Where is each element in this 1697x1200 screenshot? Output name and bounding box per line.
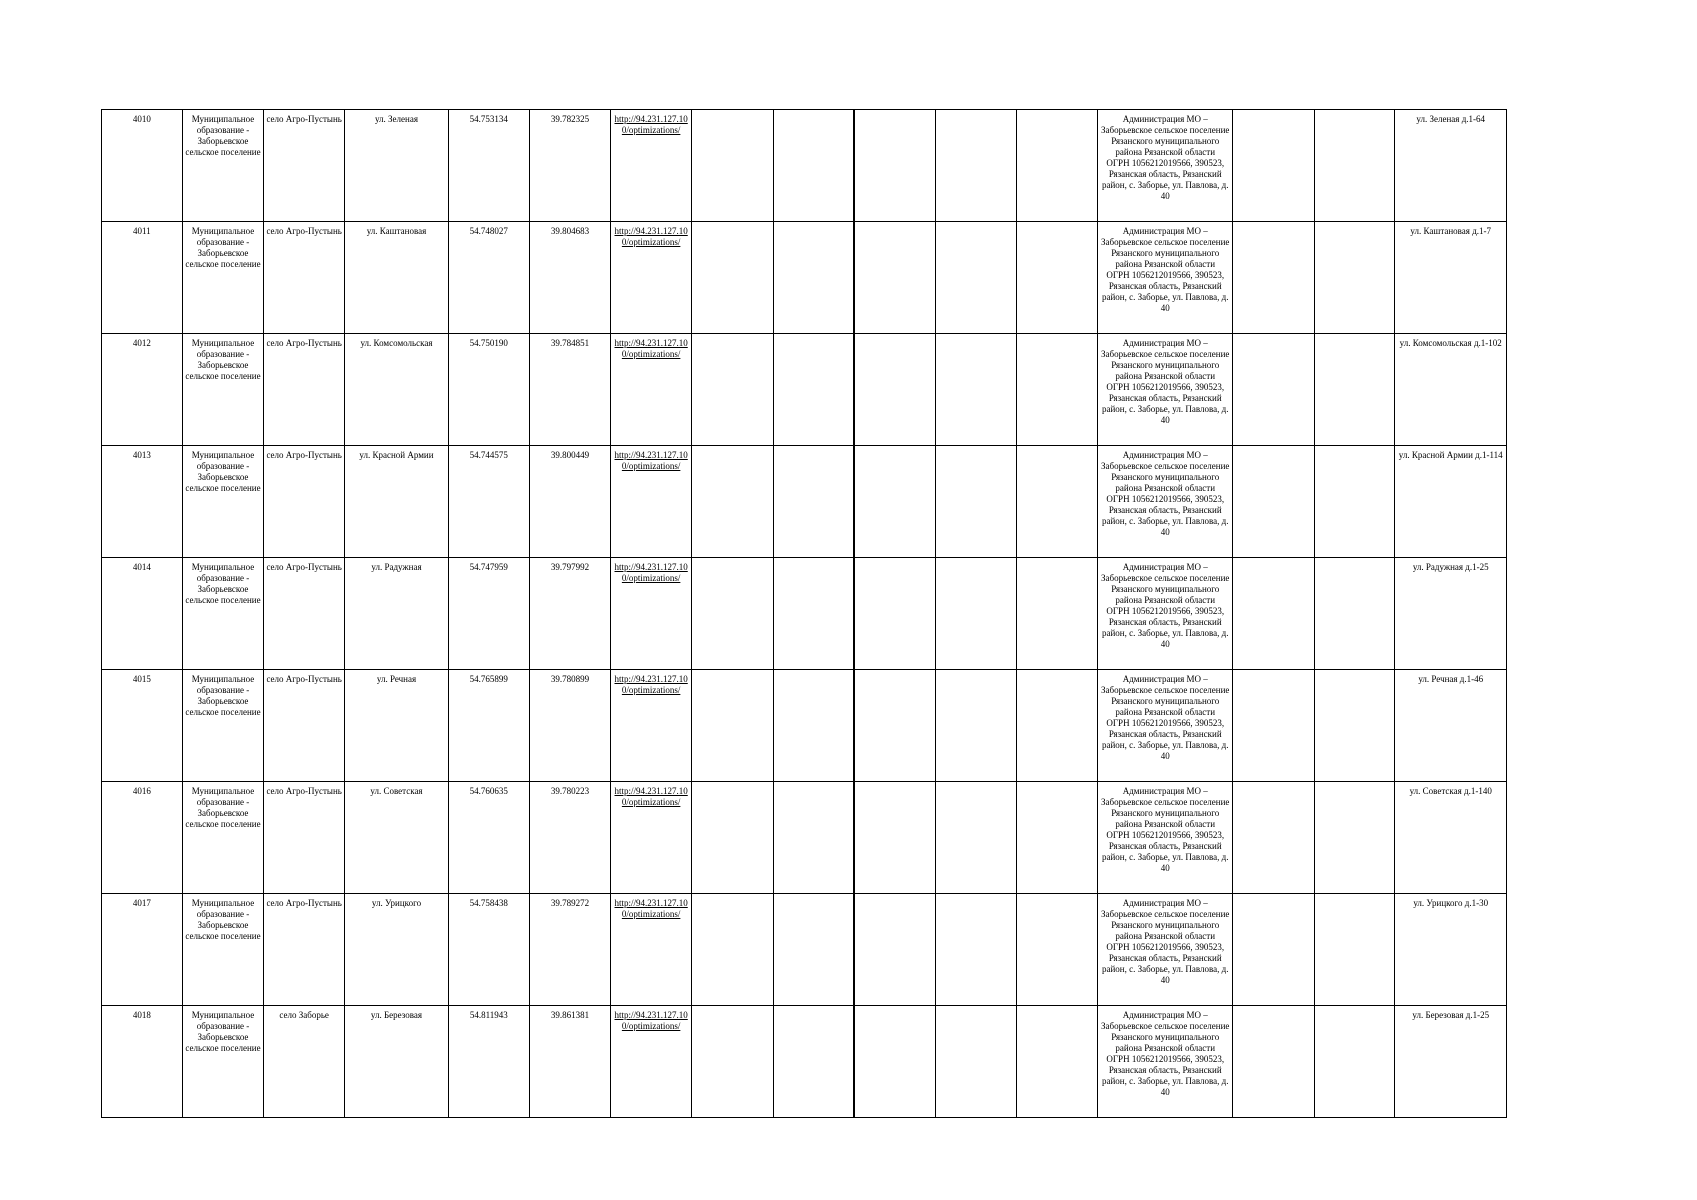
table-body <box>102 110 1507 1118</box>
municipality-text: Муниципальное образование - Заборьевское сельское поселение <box>185 786 261 829</box>
longitude-cell <box>529 894 611 1006</box>
latitude-text: 54.811943 <box>469 1010 508 1020</box>
street-cell <box>344 558 448 670</box>
street-text: ул. Красной Армии <box>359 450 434 460</box>
empty-cell <box>1233 222 1315 334</box>
street-cell <box>344 670 448 782</box>
owner-cell <box>1098 110 1233 222</box>
row-id-text: 4016 <box>132 786 151 796</box>
empty-cell <box>936 446 1017 558</box>
latitude-text: 54.747959 <box>469 562 508 572</box>
row-id-text: 4014 <box>132 562 151 572</box>
row-id-cell <box>102 1006 183 1118</box>
longitude-text: 39.789272 <box>550 898 590 908</box>
owner-text: Администрация МО – Заборьевское сельское поселение Рязанского муниципального района Рязанской области ОГРН 1056212019566, 390523, Рязанская область, Рязанский район, с. Заборье, ул. Павлова, д. 40 <box>1101 226 1230 313</box>
empty-cell <box>773 670 854 782</box>
empty-cell <box>936 1006 1017 1118</box>
optimizations-link[interactable]: http://94.231.127.10 0/optimizations/ <box>614 898 688 919</box>
municipality-text: Муниципальное образование - Заборьевское сельское поселение <box>185 338 261 381</box>
latitude-text: 54.750190 <box>469 338 508 348</box>
houses-text: ул. Комсомольская д.1-102 <box>1399 338 1502 348</box>
settlement-cell <box>264 894 345 1006</box>
houses-cell <box>1395 558 1507 670</box>
owner-text: Администрация МО – Заборьевское сельское поселение Рязанского муниципального района Рязанской области ОГРН 1056212019566, 390523, Рязанская область, Рязанский район, с. Заборье, ул. Павлова, д. 40 <box>1101 450 1230 537</box>
empty-cell <box>1233 446 1315 558</box>
latitude-text: 54.760635 <box>469 786 508 796</box>
empty-cell <box>1233 670 1315 782</box>
owner-text: Администрация МО – Заборьевское сельское поселение Рязанского муниципального района Рязанской области ОГРН 1056212019566, 390523, Рязанская область, Рязанский район, с. Заборье, ул. Павлова, д. 40 <box>1101 674 1230 761</box>
street-text: ул. Речная <box>376 674 417 684</box>
municipality-text: Муниципальное образование - Заборьевское сельское поселение <box>185 674 261 717</box>
row-id-cell <box>102 110 183 222</box>
street-text: ул. Комсомольская <box>360 338 433 348</box>
municipality-cell <box>182 110 264 222</box>
municipality-cell <box>182 782 264 894</box>
empty-cell <box>936 782 1017 894</box>
empty-cell <box>691 1006 773 1118</box>
optimizations-link[interactable]: http://94.231.127.10 0/optimizations/ <box>614 450 688 471</box>
empty-cell <box>936 894 1017 1006</box>
empty-cell <box>1314 1006 1395 1118</box>
empty-cell <box>1314 670 1395 782</box>
empty-cell <box>773 222 854 334</box>
municipality-cell <box>182 1006 264 1118</box>
empty-cell <box>773 110 854 222</box>
empty-cell <box>691 446 773 558</box>
settlement-cell <box>264 782 345 894</box>
settlement-text: село Агро-Пустынь <box>266 898 342 908</box>
street-cell <box>344 894 448 1006</box>
empty-cell <box>854 558 936 670</box>
row-id-cell <box>102 334 183 446</box>
owner-cell <box>1098 894 1233 1006</box>
longitude-cell <box>529 558 611 670</box>
municipality-cell <box>182 446 264 558</box>
owner-text: Администрация МО – Заборьевское сельское поселение Рязанского муниципального района Рязанской области ОГРН 1056212019566, 390523, Рязанская область, Рязанский район, с. Заборье, ул. Павлова, д. 40 <box>1101 338 1230 425</box>
owner-cell <box>1098 558 1233 670</box>
municipality-text: Муниципальное образование - Заборьевское сельское поселение <box>185 226 261 269</box>
longitude-text: 39.780223 <box>550 786 590 796</box>
owner-text: Администрация МО – Заборьевское сельское поселение Рязанского муниципального района Рязанской области ОГРН 1056212019566, 390523, Рязанская область, Рязанский район, с. Заборье, ул. Павлова, д. 40 <box>1101 562 1230 649</box>
optimizations-link[interactable]: http://94.231.127.10 0/optimizations/ <box>614 1010 688 1031</box>
registry-table <box>101 109 1507 1118</box>
longitude-text: 39.784851 <box>550 338 590 348</box>
owner-cell <box>1098 782 1233 894</box>
settlement-text: село Агро-Пустынь <box>266 786 342 796</box>
owner-text: Администрация МО – Заборьевское сельское поселение Рязанского муниципального района Рязанской области ОГРН 1056212019566, 390523, Рязанская область, Рязанский район, с. Заборье, ул. Павлова, д. 40 <box>1101 786 1230 873</box>
empty-cell <box>1233 334 1315 446</box>
street-cell <box>344 222 448 334</box>
table-row <box>102 222 1507 334</box>
latitude-text: 54.748027 <box>469 226 508 236</box>
table-row <box>102 334 1507 446</box>
longitude-cell <box>529 782 611 894</box>
empty-cell <box>936 670 1017 782</box>
link-cell <box>611 222 692 334</box>
municipality-cell <box>182 670 264 782</box>
latitude-cell <box>448 222 529 334</box>
empty-cell <box>691 558 773 670</box>
empty-cell <box>691 670 773 782</box>
row-id-text: 4017 <box>132 898 151 908</box>
houses-text: ул. Радужная д.1-25 <box>1412 562 1489 572</box>
owner-text: Администрация МО – Заборьевское сельское поселение Рязанского муниципального района Рязанской области ОГРН 1056212019566, 390523, Рязанская область, Рязанский район, с. Заборье, ул. Павлова, д. 40 <box>1101 898 1230 985</box>
empty-cell <box>1233 782 1315 894</box>
table-row <box>102 1006 1507 1118</box>
longitude-cell <box>529 670 611 782</box>
settlement-cell <box>264 1006 345 1118</box>
longitude-cell <box>529 446 611 558</box>
owner-cell <box>1098 1006 1233 1118</box>
optimizations-link[interactable]: http://94.231.127.10 0/optimizations/ <box>614 562 688 583</box>
link-cell <box>611 446 692 558</box>
empty-cell <box>1016 894 1098 1006</box>
empty-cell <box>854 334 936 446</box>
row-id-text: 4011 <box>132 226 151 236</box>
settlement-cell <box>264 110 345 222</box>
row-id-cell <box>102 446 183 558</box>
latitude-cell <box>448 110 529 222</box>
empty-cell <box>1314 110 1395 222</box>
link-cell <box>611 110 692 222</box>
street-text: ул. Березовая <box>370 1010 423 1020</box>
empty-cell <box>691 110 773 222</box>
link-cell <box>611 670 692 782</box>
empty-cell <box>936 110 1017 222</box>
latitude-cell <box>448 558 529 670</box>
street-cell <box>344 782 448 894</box>
empty-cell <box>1016 334 1098 446</box>
settlement-cell <box>264 222 345 334</box>
longitude-text: 39.782325 <box>550 114 590 124</box>
settlement-cell <box>264 334 345 446</box>
owner-cell <box>1098 222 1233 334</box>
municipality-cell <box>182 222 264 334</box>
empty-cell <box>854 782 936 894</box>
longitude-cell <box>529 1006 611 1118</box>
link-cell <box>611 558 692 670</box>
link-cell <box>611 782 692 894</box>
empty-cell <box>936 334 1017 446</box>
owner-text: Администрация МО – Заборьевское сельское поселение Рязанского муниципального района Рязанской области ОГРН 1056212019566, 390523, Рязанская область, Рязанский район, с. Заборье, ул. Павлова, д. 40 <box>1101 1010 1230 1097</box>
link-cell <box>611 334 692 446</box>
table-row <box>102 782 1507 894</box>
houses-cell <box>1395 782 1507 894</box>
row-id-cell <box>102 222 183 334</box>
empty-cell <box>1016 670 1098 782</box>
empty-cell <box>854 1006 936 1118</box>
longitude-cell <box>529 334 611 446</box>
empty-cell <box>691 782 773 894</box>
empty-cell <box>854 222 936 334</box>
empty-cell <box>1233 110 1315 222</box>
street-text: ул. Зеленая <box>374 114 418 124</box>
houses-cell <box>1395 110 1507 222</box>
optimizations-link[interactable]: http://94.231.127.10 0/optimizations/ <box>614 786 688 807</box>
empty-cell <box>773 1006 854 1118</box>
empty-cell <box>691 334 773 446</box>
optimizations-link[interactable]: http://94.231.127.10 0/optimizations/ <box>614 338 688 359</box>
table-row <box>102 670 1507 782</box>
optimizations-link[interactable]: http://94.231.127.10 0/optimizations/ <box>614 674 688 695</box>
longitude-text: 39.804683 <box>550 226 590 236</box>
empty-cell <box>691 222 773 334</box>
houses-cell <box>1395 222 1507 334</box>
settlement-cell <box>264 558 345 670</box>
empty-cell <box>773 782 854 894</box>
empty-cell <box>1016 558 1098 670</box>
row-id-cell <box>102 894 183 1006</box>
houses-text: ул. Урицкого д.1-30 <box>1413 898 1489 908</box>
empty-cell <box>773 894 854 1006</box>
table-row <box>102 110 1507 222</box>
owner-cell <box>1098 334 1233 446</box>
row-id-cell <box>102 782 183 894</box>
row-id-text: 4013 <box>132 450 151 460</box>
latitude-text: 54.758438 <box>469 898 508 908</box>
longitude-text: 39.800449 <box>550 450 590 460</box>
empty-cell <box>854 110 936 222</box>
houses-cell <box>1395 446 1507 558</box>
houses-text: ул. Красной Армии д.1-114 <box>1398 450 1503 460</box>
row-id-cell <box>102 558 183 670</box>
empty-cell <box>773 558 854 670</box>
latitude-cell <box>448 782 529 894</box>
municipality-text: Муниципальное образование - Заборьевское сельское поселение <box>185 1010 261 1053</box>
houses-text: ул. Зеленая д.1-64 <box>1416 114 1486 124</box>
table-row <box>102 894 1507 1006</box>
empty-cell <box>1233 558 1315 670</box>
settlement-text: село Агро-Пустынь <box>266 562 342 572</box>
empty-cell <box>1314 894 1395 1006</box>
table-row <box>102 558 1507 670</box>
street-text: ул. Радужная <box>371 562 422 572</box>
street-text: ул. Каштановая <box>366 226 427 236</box>
empty-cell <box>1314 558 1395 670</box>
empty-cell <box>1314 782 1395 894</box>
houses-text: ул. Березовая д.1-25 <box>1412 1010 1490 1020</box>
empty-cell <box>1016 110 1098 222</box>
municipality-text: Муниципальное образование - Заборьевское сельское поселение <box>185 114 261 157</box>
street-text: ул. Урицкого <box>371 898 422 908</box>
empty-cell <box>936 558 1017 670</box>
latitude-cell <box>448 334 529 446</box>
empty-cell <box>1314 222 1395 334</box>
latitude-cell <box>448 446 529 558</box>
empty-cell <box>1314 334 1395 446</box>
table-row <box>102 446 1507 558</box>
houses-text: ул. Советская д.1-140 <box>1409 786 1492 796</box>
municipality-cell <box>182 894 264 1006</box>
row-id-text: 4010 <box>132 114 151 124</box>
optimizations-link[interactable]: http://94.231.127.10 0/optimizations/ <box>614 114 688 135</box>
latitude-cell <box>448 894 529 1006</box>
longitude-text: 39.861381 <box>550 1010 590 1020</box>
empty-cell <box>1314 446 1395 558</box>
settlement-cell <box>264 446 345 558</box>
link-cell <box>611 894 692 1006</box>
settlement-text: село Агро-Пустынь <box>266 114 342 124</box>
municipality-text: Муниципальное образование - Заборьевское сельское поселение <box>185 898 261 941</box>
latitude-text: 54.753134 <box>469 114 508 124</box>
owner-cell <box>1098 670 1233 782</box>
empty-cell <box>854 670 936 782</box>
owner-cell <box>1098 446 1233 558</box>
municipality-cell <box>182 334 264 446</box>
municipality-text: Муниципальное образование - Заборьевское сельское поселение <box>185 450 261 493</box>
empty-cell <box>936 222 1017 334</box>
row-id-text: 4012 <box>132 338 151 348</box>
settlement-text: село Агро-Пустынь <box>266 450 342 460</box>
latitude-cell <box>448 670 529 782</box>
empty-cell <box>1016 1006 1098 1118</box>
houses-cell <box>1395 670 1507 782</box>
empty-cell <box>773 334 854 446</box>
empty-cell <box>1016 446 1098 558</box>
municipality-text: Муниципальное образование - Заборьевское сельское поселение <box>185 562 261 605</box>
settlement-text: село Агро-Пустынь <box>266 674 342 684</box>
owner-text: Администрация МО – Заборьевское сельское поселение Рязанского муниципального района Рязанской области ОГРН 1056212019566, 390523, Рязанская область, Рязанский район, с. Заборье, ул. Павлова, д. 40 <box>1101 114 1230 201</box>
street-cell <box>344 446 448 558</box>
street-cell <box>344 110 448 222</box>
latitude-text: 54.765899 <box>469 674 508 684</box>
empty-cell <box>854 446 936 558</box>
houses-text: ул. Речная д.1-46 <box>1418 674 1484 684</box>
houses-cell <box>1395 894 1507 1006</box>
empty-cell <box>1016 782 1098 894</box>
row-id-text: 4018 <box>132 1010 151 1020</box>
street-cell <box>344 334 448 446</box>
row-id-cell <box>102 670 183 782</box>
latitude-text: 54.744575 <box>469 450 508 460</box>
settlement-text: село Агро-Пустынь <box>266 338 342 348</box>
municipality-cell <box>182 558 264 670</box>
longitude-cell <box>529 110 611 222</box>
link-cell <box>611 1006 692 1118</box>
settlement-text: село Заборье <box>279 1010 329 1020</box>
longitude-text: 39.797992 <box>550 562 590 572</box>
empty-cell <box>1233 1006 1315 1118</box>
street-cell <box>344 1006 448 1118</box>
longitude-text: 39.780899 <box>550 674 590 684</box>
settlement-cell <box>264 670 345 782</box>
settlement-text: село Агро-Пустынь <box>266 226 342 236</box>
longitude-cell <box>529 222 611 334</box>
empty-cell <box>691 894 773 1006</box>
street-text: ул. Советская <box>370 786 423 796</box>
empty-cell <box>773 446 854 558</box>
houses-text: ул. Каштановая д.1-7 <box>1410 226 1492 236</box>
optimizations-link[interactable]: http://94.231.127.10 0/optimizations/ <box>614 226 688 247</box>
houses-cell <box>1395 1006 1507 1118</box>
empty-cell <box>1233 894 1315 1006</box>
row-id-text: 4015 <box>132 674 151 684</box>
empty-cell <box>1016 222 1098 334</box>
empty-cell <box>854 894 936 1006</box>
houses-cell <box>1395 334 1507 446</box>
latitude-cell <box>448 1006 529 1118</box>
